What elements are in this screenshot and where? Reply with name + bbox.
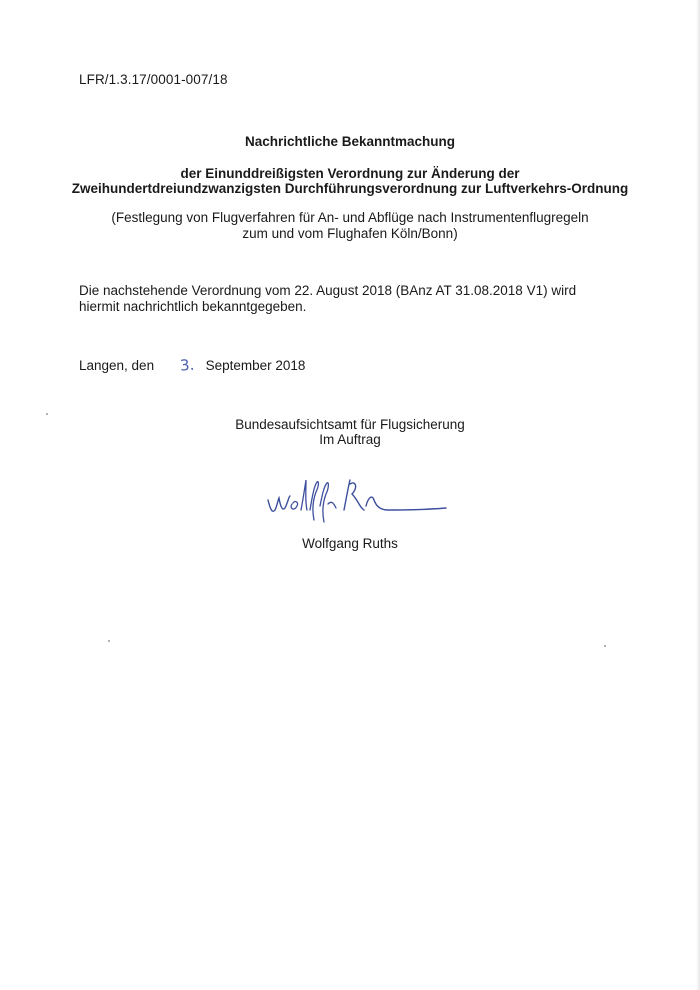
scan-speck	[604, 645, 606, 647]
authority-name: Bundesaufsichtsamt für Flugsicherung	[235, 417, 465, 432]
handwritten-day: 3.	[179, 355, 195, 375]
body-paragraph: Die nachstehende Verordnung vom 22. August 2018 (BAnz AT 31.08.2018 V1) wird hiermit nachrichtlich bekanntgegeben.	[79, 283, 577, 314]
handwritten-signature	[262, 470, 452, 528]
date-place: Langen, den	[79, 358, 155, 373]
heading-line-2: Zweihundertdreiundzwanzigsten Durchführungsverordnung zur Luftverkehrs-Ordnung	[71, 181, 629, 196]
on-behalf-label: Im Auftrag	[319, 432, 381, 447]
scan-speck	[46, 413, 48, 415]
signature-text: Wolfgang Ruths	[262, 527, 270, 528]
document-title: Nachrichtliche Bekanntmachung	[244, 134, 456, 149]
heading-line-1: der Einunddreißigsten Verordnung zur Änderung der	[180, 166, 520, 181]
date-month-year: September 2018	[205, 358, 306, 373]
scan-speck	[108, 640, 110, 642]
date-line	[79, 356, 305, 374]
reference-number: LFR/1.3.17/0001-007/18	[79, 72, 228, 87]
subtitle-line-2: zum und vom Flughafen Köln/Bonn)	[242, 226, 458, 241]
signer-name: Wolfgang Ruths	[302, 536, 398, 551]
subtitle-line-1: (Festlegung von Flugverfahren für An- und Abflüge nach Instrumentenflugregeln	[111, 210, 589, 225]
